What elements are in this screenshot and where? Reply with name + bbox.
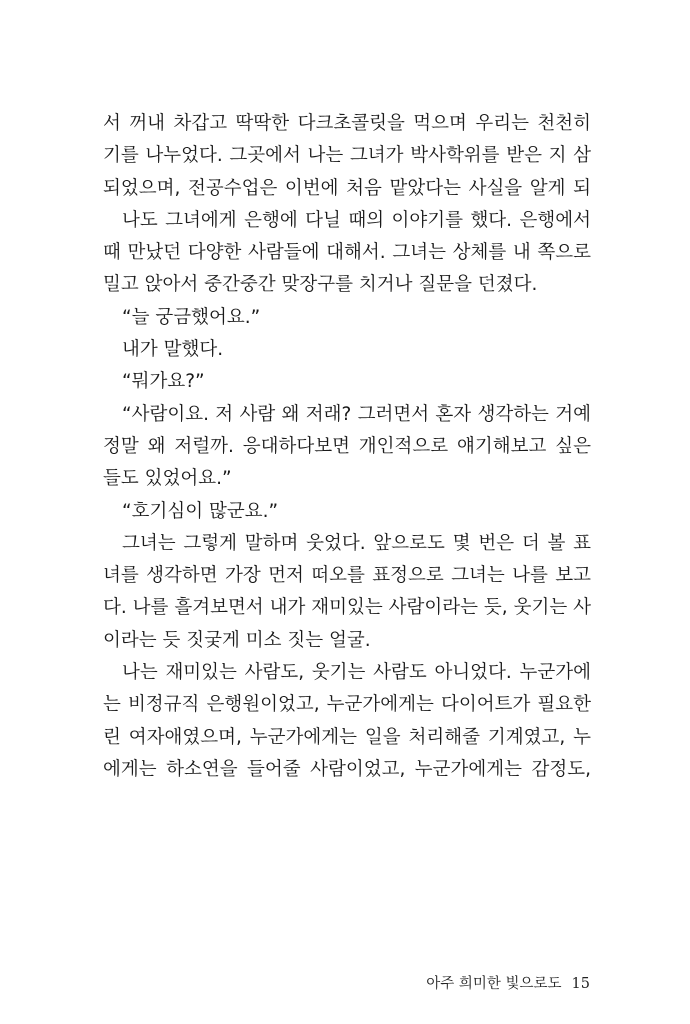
text-line: 녀를 생각하면 가장 먼저 떠오를 표정으로 그녀는 나를 보고: [103, 565, 591, 587]
text-line: 이라는 듯 짓궂게 미소 짓는 얼굴.: [103, 629, 371, 651]
text-line: 는 비정규직 은행원이었고, 누군가에게는 다이어트가 필요한: [103, 694, 591, 716]
text-line: 서 꺼내 차갑고 딱딱한 다크초콜릿을 먹으며 우리는 천천히: [103, 113, 591, 134]
text-line: “뭐가요?”: [122, 371, 205, 393]
text-line: “호기심이 많군요.”: [122, 500, 279, 522]
text-line: 내가 말했다.: [122, 339, 224, 361]
text-line: 나는 재미있는 사람도, 웃기는 사람도 아니었다. 누군가에: [122, 662, 591, 684]
text-line: 기를 나누었다. 그곳에서 나는 그녀가 박사학위를 받은 지 삼: [103, 145, 591, 167]
text-line: “늘 궁금했어요.”: [122, 306, 261, 328]
text-line: 때 만났던 다양한 사람들에 대해서. 그녀는 상체를 내 쪽으로: [103, 242, 591, 264]
body-text: [103, 108, 591, 786]
text-line: “사람이요. 저 사람 왜 저래? 그러면서 혼자 생각하는 거예: [122, 403, 591, 425]
text-line: 에게는 하소연을 들어줄 사람이었고, 누군가에게는 감정도,: [103, 758, 591, 780]
page-footer: [426, 972, 590, 993]
text-line: 들도 있었어요.”: [103, 468, 232, 490]
text-line: 밀고 앉아서 중간중간 맞장구를 치거나 질문을 던졌다.: [103, 274, 538, 296]
running-title: 아주 희미한 빛으로도: [426, 976, 562, 992]
page-number: 15: [571, 976, 590, 992]
text-line: 나도 그녀에게 은행에 다닐 때의 이야기를 했다. 은행에서: [122, 209, 591, 231]
text-line: 정말 왜 저럴까. 응대하다보면 개인적으로 얘기해보고 싶은: [103, 435, 591, 457]
text-line: 다. 나를 흘겨보면서 내가 재미있는 사람이라는 듯, 웃기는 사: [103, 597, 591, 619]
text-line: 린 여자애였으며, 누군가에게는 일을 처리해줄 기계였고, 누: [103, 726, 591, 748]
text-line: 그녀는 그렇게 말하며 웃었다. 앞으로도 몇 번은 더 볼 표: [122, 532, 591, 554]
text-line: 되었으며, 전공수업은 이번에 처음 맡았다는 사실을 알게 되: [103, 177, 591, 199]
